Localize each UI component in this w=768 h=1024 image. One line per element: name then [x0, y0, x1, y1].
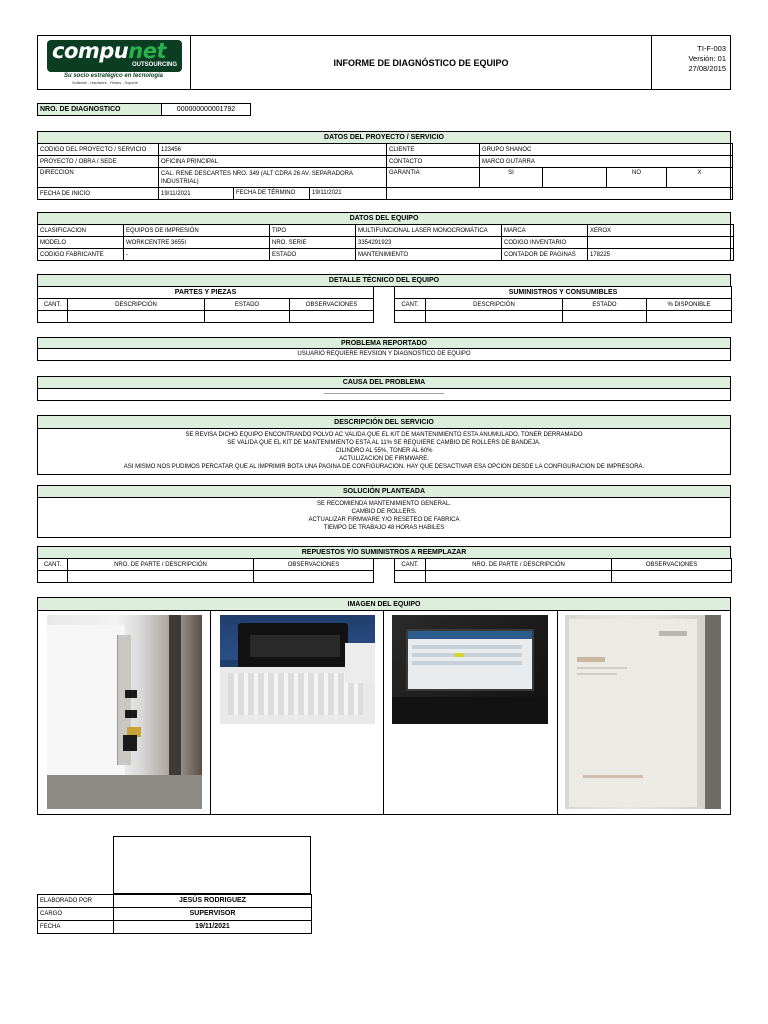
- end-date-value: 19/11/2021: [312, 190, 342, 196]
- spares-cell: [38, 571, 68, 583]
- spares-table-left: [37, 558, 374, 583]
- solution-text: [38, 498, 730, 537]
- doc-version: Versión: 01: [688, 54, 726, 63]
- service-line: ASI MISMO NOS PUDIMOS PERCATAR QUE AL IMPRIMIR BOTA UNA PAGINA DE CONFIGURACION. HAY QUE DESACTIVAR ESA OPCION DESDE LA CONFIGURACION DE IMPRESORA.: [123, 464, 645, 470]
- supplies-title: SUMINISTROS Y CONSUMIBLES: [395, 287, 732, 299]
- parts-header-description: DESCRIPCIÓN: [68, 299, 205, 311]
- end-date-label: FECHA DE TÉRMINO: [234, 188, 310, 199]
- prepared-by-value: JESÚS RODRIGUEZ: [114, 895, 312, 908]
- empty-cell: [387, 188, 733, 200]
- spares-left-wrapper: [37, 558, 373, 583]
- supplies-cell: [647, 311, 732, 323]
- project-code-value: 123456: [159, 144, 387, 156]
- classification-value: EQUIPOS DE IMPRESIÓN: [124, 225, 270, 237]
- model-label: MODELO: [38, 237, 124, 249]
- document-meta: [651, 36, 730, 89]
- service-line: SE REVISA DICHO EQUIPO ENCONTRANDO POLVO AC VALIDA QUE EL KIT DE MANTENIMIENTO ESTA ANUMULADO, TONER DERRAMADO: [185, 432, 583, 438]
- supplies-table-wrapper: [394, 286, 731, 323]
- project-name-label: PROYECTO / OBRA / SEDE: [38, 156, 159, 168]
- supplies-cell: [563, 311, 647, 323]
- spares-cell: [68, 571, 254, 583]
- service-line: ACTULIZACION DE FIRMWARE.: [339, 456, 429, 462]
- spares-header-qty: CANT.: [395, 559, 426, 571]
- logo-tagline: Su socio estratégico en tecnología: [64, 73, 164, 79]
- date-label: FECHA: [38, 921, 114, 934]
- equipment-photo-tray: [47, 615, 202, 809]
- supplies-header-qty: CANT.: [395, 299, 426, 311]
- service-section: [37, 415, 731, 475]
- parts-header-observations: OBSERVACIONES: [290, 299, 374, 311]
- parts-cell: [205, 311, 290, 323]
- warranty-no-label: NO: [607, 168, 667, 188]
- role-value: SUPERVISOR: [114, 908, 312, 921]
- serial-label: NRO. SERIE: [270, 237, 356, 249]
- service-line: CILINDRO AL 55%, TONER AL 60%: [335, 448, 433, 454]
- client-label: CLIENTE: [387, 144, 480, 156]
- parts-table-wrapper: [37, 286, 373, 323]
- warranty-no-value: X: [667, 168, 733, 188]
- prepared-by-label: ELABORADO POR: [38, 895, 114, 908]
- signature-table-wrapper: [37, 894, 311, 934]
- logo-wordmark: [52, 39, 166, 63]
- solution-section: [37, 485, 731, 538]
- spares-table-right: [394, 558, 732, 583]
- spares-cell: [426, 571, 612, 583]
- contact-value: MARCO GUTARRA: [480, 156, 733, 168]
- parts-header-qty: CANT.: [38, 299, 68, 311]
- document-header: [37, 35, 731, 90]
- image-divider: [210, 610, 211, 814]
- brand-value: XEROX: [588, 225, 734, 237]
- diagnostic-number-value: 000000000001792: [176, 106, 236, 113]
- client-value: GRUPO SHANOC: [480, 144, 733, 156]
- contact-label: CONTACTO: [387, 156, 480, 168]
- equipment-table: [37, 224, 734, 261]
- service-text: [38, 429, 730, 474]
- equipment-photo-screen: [392, 615, 548, 724]
- brand-label: MARCA: [502, 225, 588, 237]
- parts-cell: [38, 311, 68, 323]
- parts-title: PARTES Y PIEZAS: [38, 287, 374, 299]
- equipment-section-title: DATOS DEL EQUIPO: [38, 213, 730, 225]
- state-value: MANTENIMIENTO: [356, 249, 502, 261]
- warranty-yes-value: [543, 168, 607, 188]
- role-label: CARGO: [38, 908, 114, 921]
- logo-compu: compu: [52, 39, 129, 63]
- supplies-cell: [395, 311, 426, 323]
- image-divider: [557, 610, 558, 814]
- parts-table: [37, 286, 374, 323]
- images-section-title: IMAGEN DEL EQUIPO: [38, 598, 730, 611]
- solution-line: CAMBIO DE ROLLERS.: [351, 509, 417, 515]
- service-section-title: DESCRIPCIÓN DEL SERVICIO: [38, 416, 730, 429]
- spares-header-observations: OBSERVACIONES: [612, 559, 732, 571]
- start-date-value: 19/11/2021: [159, 188, 234, 200]
- parts-cell: [290, 311, 374, 323]
- logo-outsourcing: OUTSOURCING: [132, 62, 177, 68]
- supplies-table: [394, 286, 732, 323]
- address-label: DIRECCION: [38, 168, 159, 188]
- images-section: [37, 597, 731, 815]
- problem-section-title: PROBLEMA REPORTADO: [38, 338, 730, 349]
- model-value: WORKCENTRE 3655I: [124, 237, 270, 249]
- equipment-section: [37, 212, 731, 261]
- solution-line: ACTUALIZAR FIRMWARE Y/O RESETEO DE FABRICA: [308, 517, 460, 523]
- logo-services: Software - Hardware - Redes - Soporte: [72, 81, 138, 85]
- spares-cell: [254, 571, 374, 583]
- service-line: SE VALIDA QUE EL KIT DE MANTENIMIENTO ESTA AL 11% SE REQUIERE CAMBIO DE ROLLERS DE BANDEJA.: [227, 440, 541, 446]
- parts-header-state: ESTADO: [205, 299, 290, 311]
- project-section-title: DATOS DEL PROYECTO / SERVICIO: [38, 132, 730, 144]
- solution-line: SE RECOMIENDA MANTENIMIENTO GENERAL.: [317, 501, 451, 507]
- cause-section-title: CAUSA DEL PROBLEMA: [38, 377, 730, 389]
- state-label: ESTADO: [270, 249, 356, 261]
- image-divider: [383, 610, 384, 814]
- supplies-cell: [426, 311, 563, 323]
- problem-text: USUARIO REQUIERE REVSION Y DIAGNOSTICO DE EQUIPO: [297, 351, 471, 357]
- project-code-label: CODIGO DEL PROYECTO / SERVICIO: [38, 144, 159, 156]
- supplies-header-description: DESCRIPCIÓN: [426, 299, 563, 311]
- supplies-header-available: % DISPONIBLE: [647, 299, 732, 311]
- counter-label: CONTADOR DE PAGINAS: [502, 249, 588, 261]
- project-section: [37, 131, 731, 200]
- logo-net: net: [128, 39, 166, 63]
- equipment-photo-printed-page: [565, 615, 721, 809]
- solution-section-title: SOLUCIÓN PLANTEADA: [38, 486, 730, 498]
- spares-header-observations: OBSERVACIONES: [254, 559, 374, 571]
- diagnostic-number-row: [37, 103, 251, 116]
- inventory-label: CODIGO INVENTARIO: [502, 237, 588, 249]
- spares-header-part: NRO. DE PARTE / DESCRIPCIÓN: [426, 559, 612, 571]
- solution-line: TIEMPO DE TRABAJO 48 HORAS HABILES: [323, 525, 445, 531]
- type-label: TIPO: [270, 225, 356, 237]
- technical-section-title: DETALLE TÉCNICO DEL EQUIPO: [37, 274, 731, 287]
- counter-value: 178225: [588, 249, 734, 261]
- parts-cell: [68, 311, 205, 323]
- spares-header-qty: CANT.: [38, 559, 68, 571]
- project-table: [37, 143, 733, 200]
- spares-cell: [612, 571, 732, 583]
- date-value: 19/11/2021: [114, 921, 312, 934]
- cause-section: [37, 376, 731, 401]
- spares-section-title: REPUESTOS Y/O SUMINISTROS A REEMPLAZAR: [37, 546, 731, 559]
- type-value: MULTIFUNCIONAL LASER MONOCROMÁTICA: [356, 225, 502, 237]
- problem-section: [37, 337, 731, 361]
- maker-code-value: -: [124, 249, 270, 261]
- diagnostic-number-label: NRO. DE DIAGNOSTICO: [38, 104, 162, 115]
- classification-label: CLASIFICACION: [38, 225, 124, 237]
- cause-text: ------------------------------------------------------------: [324, 391, 444, 397]
- warranty-yes-label: SI: [480, 168, 543, 188]
- company-logo: [38, 36, 191, 89]
- signature-table: [37, 894, 312, 934]
- spares-header-part: NRO. DE PARTE / DESCRIPCIÓN: [68, 559, 254, 571]
- address-value: CAL. RENE DESCARTES NRO. 349 (ALT CDRA 26 AV. SEPARADORA INDUSTRIAL): [159, 168, 387, 188]
- equipment-photo-open-printer: [220, 615, 375, 724]
- doc-code: TI-F-003: [697, 44, 726, 53]
- maker-code-label: CODIGO FABRICANTE: [38, 249, 124, 261]
- end-date-cell: [234, 188, 387, 200]
- doc-date: 27/08/2015: [688, 64, 726, 73]
- document-title: INFORME DE DIAGNÓSTICO DE EQUIPO: [333, 57, 509, 68]
- signature-box: [113, 836, 311, 894]
- spares-right-wrapper: [394, 558, 731, 583]
- spares-cell: [395, 571, 426, 583]
- warranty-label: GARANTIA: [387, 168, 480, 188]
- serial-value: 3354291923: [356, 237, 502, 249]
- start-date-label: FECHA DE INICIO: [38, 188, 159, 200]
- inventory-value: [588, 237, 734, 249]
- project-name-value: OFICINA PRINCIPAL: [159, 156, 387, 168]
- supplies-header-state: ESTADO: [563, 299, 647, 311]
